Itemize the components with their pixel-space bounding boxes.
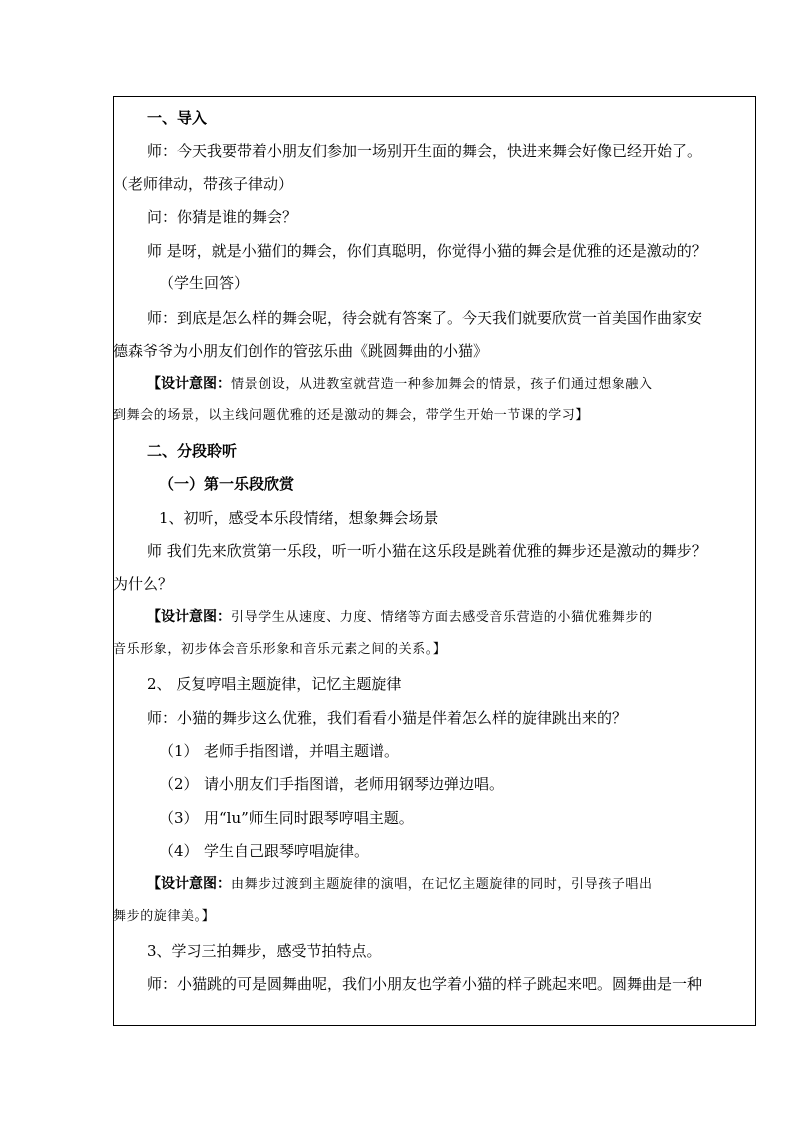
list-item: （1） 老师手指图谱，并唱主题谱。 [159, 742, 400, 760]
design-note: 到舞会的场景，以主线问题优雅的还是激动的舞会，带学生开始一节课的学习】 [113, 408, 590, 423]
design-note: 舞步的旋律美。】 [113, 909, 216, 924]
heading-subsection: （一）第一乐段欣赏 [159, 475, 295, 493]
design-note: 【设计意图：由舞步过渡到主题旋律的演唱，在记忆主题旋律的同时，引导孩子唱出 [147, 876, 653, 892]
list-item: （4） 学生自己跟琴哼唱旋律。 [159, 842, 370, 860]
paragraph: 德森爷爷为小朋友们创作的管弦乐曲《跳圆舞曲的小猫》 [113, 342, 489, 360]
paragraph: 师 是呀，就是小猫们的舞会，你们真聪明，你觉得小猫的舞会是优雅的还是激动的？ [147, 242, 707, 260]
heading-section-2: 二、分段聆听 [147, 442, 238, 460]
design-note: 【设计意图：情景创设，从进教室就营造一种参加舞会的情景，孩子们通过想象融入 [147, 376, 653, 392]
design-note-tag: 【设计意图： [147, 609, 231, 625]
paragraph: 师：小猫的舞步这么优雅，我们看看小猫是伴着怎么样的旋律跳出来的？ [147, 709, 628, 727]
design-note: 音乐形象，初步体会音乐形象和音乐元素之间的关系。】 [113, 642, 447, 657]
step-heading: 1、初听，感受本乐段情绪，想象舞会场景 [159, 509, 439, 527]
paragraph: 师 我们先来欣赏第一乐段，听一听小猫在这乐段是跳着优雅的舞步还是激动的舞步？ [147, 542, 707, 560]
design-note-tag: 【设计意图： [147, 376, 231, 392]
paragraph: （学生回答） [159, 274, 250, 292]
step-heading: 2、 反复哼唱主题旋律，记忆主题旋律 [147, 675, 402, 693]
design-note-tag: 【设计意图： [147, 876, 231, 892]
paragraph: 师：今天我要带着小朋友们参加一场别开生面的舞会，快进来舞会好像已经开始了。 [147, 142, 703, 160]
paragraph: 师：小猫跳的可是圆舞曲呢，我们小朋友也学着小猫的样子跳起来吧。圆舞曲是一种 [147, 975, 703, 993]
paragraph: （老师律动，带孩子律动） [113, 175, 294, 193]
list-item: （2） 请小朋友们手指图谱，老师用钢琴边弹边唱。 [159, 775, 505, 793]
paragraph: 问：你猜是谁的舞会？ [147, 208, 298, 226]
step-heading: 3、学习三拍舞步，感受节拍特点。 [147, 942, 382, 960]
list-item: （3） 用“lu”师生同时跟琴哼唱主题。 [159, 809, 414, 827]
paragraph: 师：到底是怎么样的舞会呢，待会就有答案了。今天我们就要欣赏一首美国作曲家安 [147, 309, 703, 327]
heading-intro: 一、导入 [147, 109, 208, 127]
design-note: 【设计意图：引导学生从速度、力度、情绪等方面去感受音乐营造的小猫优雅舞步的 [147, 609, 653, 625]
paragraph: 为什么？ [113, 575, 174, 593]
